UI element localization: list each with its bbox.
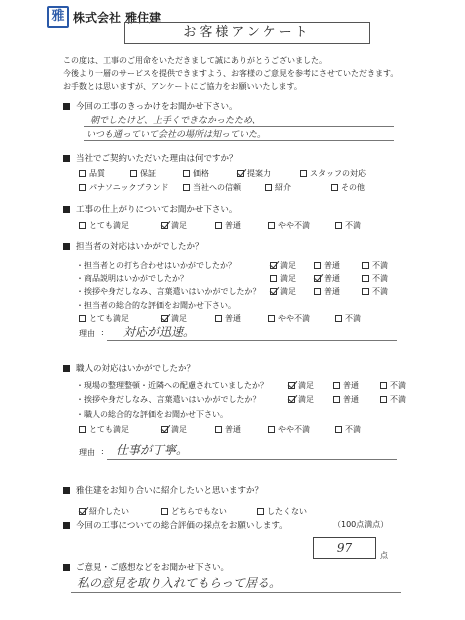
checkbox[interactable] bbox=[300, 170, 307, 177]
q8-answer: 私の意見を取り入れてもらって居る。 bbox=[77, 576, 282, 590]
q2-opt-trust[interactable]: 当社への信頼 bbox=[183, 182, 241, 193]
bullet-icon bbox=[63, 564, 70, 571]
q5-r1-satisfied[interactable]: 満足 bbox=[288, 380, 314, 391]
q4-sub-4: ・担当者の総合的な評価をお聞かせ下さい。 bbox=[76, 301, 236, 310]
q2-opt-warranty[interactable]: 保証 bbox=[130, 168, 156, 179]
checkbox[interactable] bbox=[270, 275, 277, 282]
checkbox[interactable] bbox=[331, 184, 338, 191]
q2-opt-staff[interactable]: スタッフの対応 bbox=[300, 168, 366, 179]
checkbox-checked[interactable] bbox=[161, 426, 168, 433]
q4-sub-3: ・挨拶や身だしなみ、言葉遣いはいかがでしたか？ bbox=[76, 287, 261, 296]
bullet-icon bbox=[63, 103, 70, 110]
q4-r2-satisfied[interactable]: 満足 bbox=[270, 273, 296, 284]
q2-opt-referral[interactable]: 紹介 bbox=[265, 182, 291, 193]
checkbox[interactable] bbox=[314, 262, 321, 269]
checkbox[interactable] bbox=[268, 222, 275, 229]
q4-r2-dissatisfied[interactable]: 不満 bbox=[362, 273, 388, 284]
q4-r3-normal[interactable]: 普通 bbox=[314, 286, 340, 297]
q4-r3-dissatisfied[interactable]: 不満 bbox=[362, 286, 388, 297]
checkbox[interactable] bbox=[183, 184, 190, 191]
q4-overall-dissatisfied[interactable]: 不満 bbox=[335, 313, 361, 324]
q1-answer-2: いつも通っていて会社の場所は知っていた。 bbox=[86, 130, 267, 140]
checkbox[interactable] bbox=[215, 222, 222, 229]
q5-overall-slightly-dissatisfied[interactable]: やや不満 bbox=[268, 424, 310, 435]
checkbox[interactable] bbox=[161, 508, 168, 515]
checkbox-checked[interactable] bbox=[288, 396, 295, 403]
logo-mark-icon: 雅 bbox=[47, 6, 69, 28]
q3-opt-dissatisfied[interactable]: 不満 bbox=[335, 220, 361, 231]
q3-opt-normal[interactable]: 普通 bbox=[215, 220, 241, 231]
q3-opt-slightly-dissatisfied[interactable]: やや不満 bbox=[268, 220, 310, 231]
bullet-icon bbox=[63, 155, 70, 162]
checkbox[interactable] bbox=[335, 426, 342, 433]
q5-r2-satisfied[interactable]: 満足 bbox=[288, 394, 314, 405]
q5-r1-dissatisfied[interactable]: 不満 bbox=[380, 380, 406, 391]
q4-r1-normal[interactable]: 普通 bbox=[314, 260, 340, 271]
q6-opt-neutral[interactable]: どちらでもない bbox=[161, 506, 227, 517]
q4-reason-colon: : bbox=[101, 328, 104, 337]
checkbox[interactable] bbox=[215, 426, 222, 433]
checkbox[interactable] bbox=[362, 288, 369, 295]
q5-sub-3: ・職人の総合的な評価をお聞かせ下さい。 bbox=[76, 410, 228, 419]
q6-question: 雅住建をお知り合いに紹介したいと思いますか？ bbox=[63, 484, 263, 496]
checkbox[interactable] bbox=[257, 508, 264, 515]
checkbox[interactable] bbox=[362, 262, 369, 269]
checkbox[interactable] bbox=[215, 315, 222, 322]
checkbox-checked[interactable] bbox=[270, 288, 277, 295]
bullet-icon bbox=[63, 206, 70, 213]
q4-r2-normal[interactable]: 普通 bbox=[314, 273, 340, 284]
intro-line-3: お手数とは思いますが、アンケートにご協力をお願いいたします。 bbox=[63, 82, 302, 91]
checkbox-checked[interactable] bbox=[288, 382, 295, 389]
q4-r3-satisfied[interactable]: 満足 bbox=[270, 286, 296, 297]
q5-reason-colon: : bbox=[101, 447, 104, 456]
q4-overall-normal[interactable]: 普通 bbox=[215, 313, 241, 324]
checkbox[interactable] bbox=[79, 222, 86, 229]
q4-overall-slightly-dissatisfied[interactable]: やや不満 bbox=[268, 313, 310, 324]
q4-r1-dissatisfied[interactable]: 不満 bbox=[362, 260, 388, 271]
checkbox[interactable] bbox=[362, 275, 369, 282]
checkbox[interactable] bbox=[380, 382, 387, 389]
q5-r2-normal[interactable]: 普通 bbox=[333, 394, 359, 405]
company-name: 株式会社 雅住建 bbox=[73, 11, 162, 25]
q7-note: （100点満点） bbox=[333, 520, 389, 529]
q4-sub-1: ・担当者との打ち合わせはいかがでしたか？ bbox=[76, 261, 236, 270]
q8-question: ご意見・ご感想などをお聞かせ下さい。 bbox=[63, 561, 229, 573]
q2-opt-price[interactable]: 価格 bbox=[183, 168, 209, 179]
q3-question: 工事の仕上がりについてお聞かせ下さい。 bbox=[63, 203, 237, 215]
bullet-icon bbox=[63, 522, 70, 529]
q6-opt-recommend[interactable]: 紹介したい bbox=[79, 506, 129, 517]
q2-opt-other[interactable]: その他 bbox=[331, 182, 365, 193]
checkbox[interactable] bbox=[380, 396, 387, 403]
checkbox[interactable] bbox=[335, 222, 342, 229]
q5-overall-satisfied[interactable]: 満足 bbox=[161, 424, 187, 435]
checkbox[interactable] bbox=[183, 170, 190, 177]
checkbox[interactable] bbox=[265, 184, 272, 191]
q4-reason: 対応が迅速。 bbox=[123, 325, 196, 339]
checkbox-checked[interactable] bbox=[161, 315, 168, 322]
q5-overall-dissatisfied[interactable]: 不満 bbox=[335, 424, 361, 435]
q5-sub-2: ・挨拶や身だしなみ、言葉遣いはいかがでしたか？ bbox=[76, 395, 261, 404]
q5-question: 職人の対応はいかがでしたか？ bbox=[63, 362, 195, 374]
q4-reason-label: 理由 bbox=[79, 329, 95, 338]
q2-opt-proposal[interactable]: 提案力 bbox=[237, 168, 271, 179]
q5-reason: 仕事が丁寧。 bbox=[116, 443, 189, 457]
q4-r1-satisfied[interactable]: 満足 bbox=[270, 260, 296, 271]
checkbox[interactable] bbox=[268, 315, 275, 322]
q5-r1-normal[interactable]: 普通 bbox=[333, 380, 359, 391]
checkbox-checked[interactable] bbox=[270, 262, 277, 269]
q7-question: 今回の工事についての総合評価の採点をお願いします。 bbox=[63, 519, 288, 531]
q4-sub-2: ・商品説明はいかがでしたか？ bbox=[76, 274, 188, 283]
q3-opt-satisfied[interactable]: 満足 bbox=[161, 220, 187, 231]
checkbox-checked[interactable] bbox=[237, 170, 244, 177]
q3-opt-very-satisfied[interactable]: とても満足 bbox=[79, 220, 129, 231]
q2-opt-panasonic[interactable]: パナソニックブランド bbox=[79, 182, 168, 193]
bullet-icon bbox=[63, 243, 70, 250]
bullet-icon bbox=[63, 487, 70, 494]
checkbox[interactable] bbox=[79, 184, 86, 191]
q2-question: 当社でご契約いただいた理由は何ですか？ bbox=[63, 152, 238, 164]
checkbox[interactable] bbox=[268, 426, 275, 433]
q5-reason-label: 理由 bbox=[79, 448, 95, 457]
score-field[interactable]: 97 bbox=[313, 537, 376, 559]
checkbox[interactable] bbox=[79, 315, 86, 322]
q5-overall-normal[interactable]: 普通 bbox=[215, 424, 241, 435]
checkbox[interactable] bbox=[130, 170, 137, 177]
score-unit: 点 bbox=[380, 551, 388, 560]
checkbox[interactable] bbox=[335, 315, 342, 322]
bullet-icon bbox=[63, 365, 70, 372]
q1-question: 今回の工事のきっかけをお聞かせ下さい。 bbox=[63, 100, 238, 112]
checkbox[interactable] bbox=[333, 382, 340, 389]
checkbox[interactable] bbox=[314, 288, 321, 295]
q4-overall-satisfied[interactable]: 満足 bbox=[161, 313, 187, 324]
q4-question: 担当者の対応はいかがでしたか？ bbox=[63, 240, 204, 252]
q5-sub-1: ・現場の整理整頓・近隣への配慮されていましたか？ bbox=[76, 381, 268, 390]
page-title: お客様アンケート bbox=[124, 22, 370, 44]
intro-line-1: この度は、工事のご用命をいただきまして誠にありがとうございました。 bbox=[63, 56, 327, 65]
checkbox-checked[interactable] bbox=[79, 508, 86, 515]
q4-overall-very-satisfied[interactable]: とても満足 bbox=[79, 313, 129, 324]
checkbox-checked[interactable] bbox=[314, 275, 321, 282]
q5-overall-very-satisfied[interactable]: とても満足 bbox=[79, 424, 129, 435]
checkbox-checked[interactable] bbox=[161, 222, 168, 229]
q1-answer-1: 朝でしたけど、上手くできなかったため、 bbox=[90, 116, 261, 126]
checkbox[interactable] bbox=[79, 426, 86, 433]
intro-line-2: 今後より一層のサービスを提供できますよう、お客様のご意見を参考にさせていただきます。 bbox=[63, 69, 399, 78]
q6-opt-not-recommend[interactable]: したくない bbox=[257, 506, 307, 517]
checkbox[interactable] bbox=[333, 396, 340, 403]
checkbox[interactable] bbox=[79, 170, 86, 177]
q2-opt-quality[interactable]: 品質 bbox=[79, 168, 105, 179]
q5-r2-dissatisfied[interactable]: 不満 bbox=[380, 394, 406, 405]
